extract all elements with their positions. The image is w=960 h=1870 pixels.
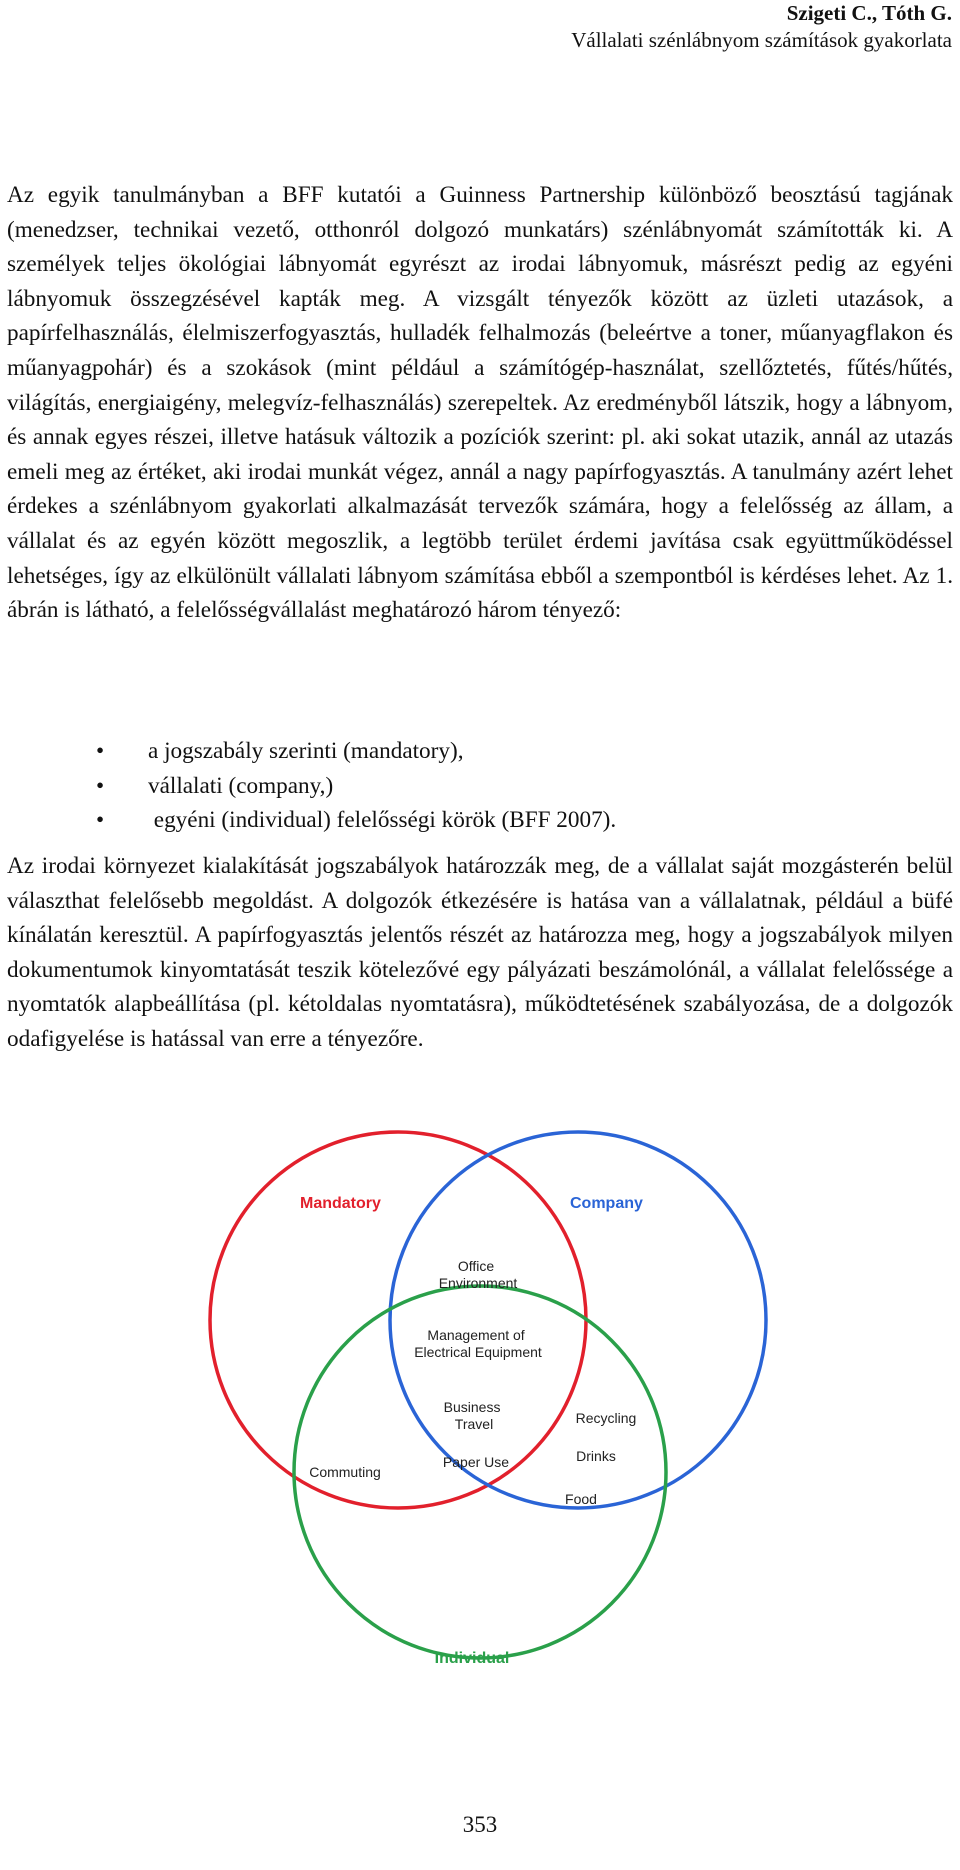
management-electrical-label: Management of Electrical Equipment	[414, 1327, 542, 1360]
recycling-label: Recycling	[575, 1410, 637, 1426]
bullet-icon: •	[96, 738, 105, 764]
mandatory-label: Mandatory	[300, 1195, 381, 1212]
paper-use-label: Paper Use	[442, 1454, 510, 1470]
office-environment-label: Office Environment	[438, 1258, 518, 1291]
running-header	[571, 0, 952, 54]
venn-diagram	[0, 1100, 960, 1720]
list-item-text: vállalati (company,)	[148, 772, 334, 799]
header-authors: Szigeti C., Tóth G.	[786, 1, 952, 25]
food-label: Food	[565, 1491, 597, 1507]
business-travel-label: Business Travel	[443, 1399, 501, 1432]
responsibility-factors-list	[0, 734, 900, 838]
bullet-icon: •	[96, 807, 105, 834]
drinks-label: Drinks	[576, 1448, 616, 1464]
commuting-label: Commuting	[309, 1464, 381, 1480]
list-item	[0, 803, 900, 838]
list-item	[0, 769, 900, 804]
mandatory-circle	[210, 1132, 586, 1508]
list-item	[0, 734, 900, 769]
paragraph-1: Az egyik tanulmányban a BFF kutatói a Guinness Partnership különböző beosztású tagjának (menedzser, technikai vezető, otthonról dolgozó munkatárs) szénlábnyomát számították ki. A személyek teljes ökológiai lábnyomát egyrészt az irodai lábnyomuk, másrészt pedig az egyéni lábnyomuk összegzésével kapták meg. A vizsgált tényezők között az üzleti utazások, a papírfelhasználás, élelmiszerfogyasztás, hulladék felhalmozás (beleértve a toner, műanyagflakon és műanyagpohár) és a szokások (mint például a számítógép-használat, szellőztetés, fűtés/hűtés, világítás, energiaigény, melegvíz-felhasználás) szerepeltek. Az eredményből látszik, hogy a lábnyom, és annak egyes részei, illetve hatásuk változik a pozíciók szerint: pl. aki sokat utazik, annál az utazás emeli meg az értéket, aki irodai munkát végez, annál a nagy papírfogyasztás. A tanulmány azért lehet érdekes a szénlábnyom gyakorlati alkalmazását tervezők számára, hogy a felelősség az állam, a vállalat és az egyén között megoszlik, a legtöbb terület érdemi javítása csak együttműködéssel lehetséges, így az elkülönült vállalati lábnyom számítása ebből a szempontból is kérdéses lehet. Az 1. ábrán is látható, a felelősségvállalást meghatározó három tényező:	[7, 182, 953, 624]
paragraph-2: Az irodai környezet kialakítását jogszabályok határozzák meg, de a vállalat saját mozgásterén belül választhat felelősebb megoldást. A dolgozók étkezésére is hatása van a vállalatnak, például a büfé kínálatán keresztül. A papírfogyasztás jelentős részét az határozza meg, hogy a jogszabályok milyen dokumentumok kinyomtatását teszik kötelezővé egy pályázati beszámolónál, a vállalat felelőssége a nyomtatók alapbeállítása (pl. kétoldalas nyomtatásra), működtetésének szabályozása, de a dolgozók odafigyelése is hatással van erre a tényezőre.	[7, 853, 953, 1052]
bullet-icon: •	[96, 772, 105, 799]
paragraph-2-container	[7, 849, 953, 1057]
paragraph-1-container	[7, 178, 953, 628]
list-item-text: egyéni (individual) felelősségi körök (BFF 2007).	[148, 807, 617, 834]
page-number: 353	[462, 1812, 498, 1837]
individual-label: Individual	[434, 1650, 510, 1667]
header-title: Vállalati szénlábnyom számítások gyakorlata	[571, 28, 952, 52]
list-item-text: a jogszabály szerinti (mandatory),	[148, 738, 464, 764]
company-label: Company	[570, 1195, 643, 1212]
